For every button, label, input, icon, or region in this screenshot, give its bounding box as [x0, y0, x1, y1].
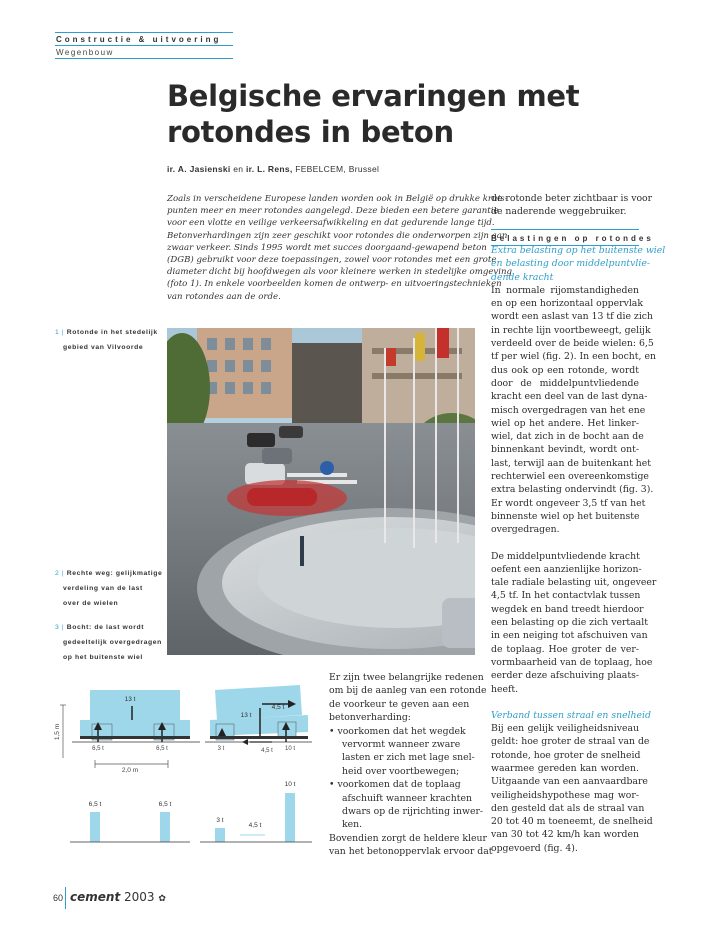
roundabout-photo-illustration — [167, 328, 475, 655]
caption-text: Rotonde in het stedelijk — [66, 329, 158, 336]
caption-text: Rechte weg: gelijkmatige — [66, 570, 163, 577]
height-label: 1,5 m — [54, 723, 61, 741]
body-line: 20 tot 40 m toeneemt, de snelheid — [491, 816, 653, 828]
body-line: vervormt wanneer zware — [342, 739, 461, 751]
body-line: in rechte lijn voortbeweegt, gelijk — [491, 324, 651, 336]
body-line: en op een horizontaal oppervlak — [491, 298, 643, 310]
caption-line — [55, 325, 165, 340]
body-line: eerder deze afschuiving plaats- — [491, 670, 639, 682]
body-line: verdeeld over de beide wielen: 6,5 — [491, 338, 654, 350]
caption-photo-1 — [55, 325, 165, 355]
caption-line: op het buitenste wiel — [63, 654, 143, 661]
author-connector: en — [230, 164, 246, 174]
body-line: de rotonde beter zichtbaar is voor — [491, 193, 653, 204]
caption-line: over de wielen — [63, 600, 119, 607]
body-line: oefent een aanzienlijke horizon- — [491, 563, 642, 575]
lead-line: (foto 1). In enkele voorbeelden komen de ontwerp- en uitvoeringstechnieken — [167, 279, 502, 290]
title-line: Belgische ervaringen met — [167, 79, 580, 113]
figure-2-straight-road — [54, 690, 200, 842]
body-line: een belasting op die zich vertaalt — [491, 617, 648, 629]
body-line: veiligheidshypothese mag wor- — [491, 789, 639, 801]
subheading-line: Verband tussen straal en snelheid — [491, 709, 651, 721]
lead-line: (DGB) gebruikt voor deze toepassingen, zowel voor rotondes met een grote — [167, 255, 497, 266]
body-line: betonverharding: — [329, 712, 411, 724]
fig3-lateral-force-label: 4,5 t — [271, 704, 285, 711]
lead-line: zwaar verkeer. Sinds 1995 wordt met succes doorgaand-gewapend beton — [167, 242, 487, 253]
author-1: ir. A. Jasienski — [167, 164, 231, 174]
lead-line: van rotondes aan de orde. — [167, 291, 281, 302]
wheel-load-figure — [50, 680, 320, 850]
lead-line: diameter dicht bij hoofdwegen als voor kleinere werken in stedelijke omgeving — [167, 267, 513, 278]
caption-number: 1 | — [55, 329, 67, 336]
caption-line: gedeeltelijk overgedragen — [63, 639, 162, 646]
body-line: van 30 tot 42 km/h kan worden — [491, 829, 639, 841]
fig2-wheel-left-label: 6,5 t — [92, 746, 104, 752]
header-rule-middle — [55, 45, 233, 46]
fig2-bar-right-label: 6,5 t — [158, 801, 172, 808]
body-line: Bovendien zorgt de heldere kleur — [329, 832, 487, 844]
section-heading-rule-top — [491, 229, 639, 230]
body-line: rechterwiel een overeenkomstige — [491, 471, 649, 483]
magazine-name — [70, 890, 166, 904]
lead-line: voor een vlotte en veilige verkeersafwikkeling en dat gedurende lange tijd. — [167, 218, 495, 229]
body-line: de naderende weggebruiker. — [491, 206, 627, 218]
caption-line: verdeling van de last — [63, 585, 143, 592]
header-rule-top — [55, 32, 233, 33]
body-line: van het betonoppervlak ervoor dat — [329, 846, 493, 858]
wheel-load-diagram — [50, 680, 320, 850]
paragraph-spacer — [491, 537, 639, 550]
caption-line — [55, 620, 165, 635]
fig3-wheel-mid-label: 4,5 t — [261, 748, 273, 754]
body-line: overgedragen. — [491, 524, 560, 536]
article-title — [167, 78, 587, 150]
bullet-item: • voorkomen dat de toplaag — [329, 779, 461, 791]
body-line: heid over voortbewegen; — [342, 765, 460, 777]
footer-rule — [65, 887, 66, 909]
fig2-bar-left-label: 6,5 t — [88, 801, 102, 808]
body-line: tf per wiel (fig. 2). In een bocht, en — [491, 351, 656, 363]
author-2: ir. L. Rens, — [245, 164, 293, 174]
body-line: Bij een gelijk veiligheidsniveau — [491, 723, 639, 735]
caption-line — [55, 566, 165, 581]
article-lead — [167, 193, 513, 303]
paragraph-spacer — [491, 696, 639, 709]
fig3-bar-right-label: 10 t — [284, 781, 296, 788]
body-line: ken. — [342, 819, 363, 831]
body-line: tale radiale belasting uit, ongeveer — [491, 577, 657, 589]
body-line: door de middelpuntvliedende — [491, 377, 639, 389]
fig3-bar-mid-label: 4,5 t — [248, 822, 262, 829]
body-line: In normale rijomstandigheden — [491, 284, 639, 296]
header-rule-bottom — [55, 58, 233, 59]
roundabout-photo — [167, 328, 475, 655]
magazine-logo-icon: ✿ — [158, 894, 166, 904]
magazine-year: 2003 — [124, 890, 155, 904]
body-line: den gesteld dat als de straal van — [491, 802, 645, 814]
fig3-wheel-left-label: 3 t — [217, 746, 225, 752]
page-number: 60 — [53, 893, 64, 903]
body-line: binnenste wiel op het buitenste — [491, 510, 640, 522]
column-3-top — [491, 192, 653, 219]
fig3-wheel-right-label: 10 t — [284, 746, 296, 752]
body-line: heeft. — [491, 683, 519, 695]
bullet-item: • voorkomen dat het wegdek — [329, 725, 466, 737]
caption-text: Bocht: de last wordt — [66, 624, 145, 631]
subheading-line: en belasting door middelpuntvlie- — [491, 258, 651, 270]
author-affiliation: FEBELCEM, Brussel — [292, 164, 380, 174]
body-line: wegdek en band treedt hierdoor — [491, 603, 644, 615]
subheading-line: dende kracht — [491, 271, 554, 283]
body-line: 4,5 tf. In het contactvlak tussen — [491, 590, 641, 602]
body-line: geldt: hoe groter de straal van de — [491, 736, 650, 748]
body-line: dwars op de rijrichting inwer- — [342, 806, 484, 818]
body-line: wiel, dat zich in de bocht aan de — [491, 431, 644, 443]
caption-number: 3 | — [55, 624, 67, 631]
lead-line: Zoals in verscheidene Europese landen worden ook in België op drukke kruis- — [167, 194, 508, 204]
body-line: lasten er zich met lage snel- — [342, 752, 475, 764]
body-line: dus ook op een rotonde, wordt — [491, 364, 639, 376]
fig2-width-label: 2,0 m — [121, 767, 139, 774]
subheading-line: Extra belasting op het buitenste wiel — [491, 245, 666, 256]
fig2-axle-load-label: 13 t — [124, 696, 136, 703]
body-line: extra belasting ondervindt (fig. 3). — [491, 484, 654, 496]
fig2-wheel-right-label: 6,5 t — [156, 746, 168, 752]
body-line: Er zijn twee belangrijke redenen — [329, 672, 484, 683]
subsection-label: Wegenbouw — [56, 48, 114, 57]
caption-line: gebied van Vilvoorde — [63, 344, 144, 351]
column-2-body — [329, 671, 493, 859]
section-label: Constructie & uitvoering — [56, 35, 222, 44]
body-line: rotonde, hoe groter de snelheid — [491, 749, 641, 761]
body-line: waarmee gereden kan worden. — [491, 762, 639, 774]
lead-line: punten meer en meer rotondes aangelegd. Deze bieden een betere garantie — [167, 206, 499, 217]
title-line: rotondes in beton — [167, 115, 454, 149]
caption-figure-2 — [55, 566, 165, 611]
body-line: vormbaarheid van de toplaag, hoe — [491, 656, 653, 668]
body-line: in een neiging tot afschuiven van — [491, 630, 648, 642]
fig3-bar-left-label: 3 t — [216, 817, 224, 824]
magazine-title: cement — [70, 890, 121, 904]
body-line: de toplaag. Hoe groter de ver- — [491, 643, 639, 655]
body-line: opgevoerd (fig. 4). — [491, 842, 578, 854]
section-heading: Belastingen op rotondes — [491, 234, 654, 243]
caption-figure-3 — [55, 620, 165, 665]
body-line: binnenkant bevindt, wordt ont- — [491, 444, 639, 456]
caption-number: 2 | — [55, 570, 67, 577]
body-line: De middelpuntvliedende kracht — [491, 550, 640, 562]
column-3-body — [491, 244, 666, 855]
body-line: last, terwijl aan de buitenkant het — [491, 457, 652, 469]
authors-line — [167, 164, 379, 174]
body-line: kracht een deel van de last dyna- — [491, 391, 648, 403]
body-line: Er wordt ongeveer 3,5 tf van het — [491, 497, 646, 509]
body-line: wordt een aslast van 13 tf die zich — [491, 311, 653, 323]
body-line: wiel op het andere. Het linker- — [491, 417, 639, 429]
body-line: afschuift wanneer krachten — [342, 792, 472, 804]
lead-line: Betonverhardingen zijn zeer geschikt voor rotondes die onderworpen zijn aan — [167, 230, 508, 241]
body-line: de voorkeur te geven aan een — [329, 698, 470, 710]
fig3-axle-load-label: 13 t — [240, 712, 252, 719]
body-line: om bij de aanleg van een rotonde — [329, 685, 487, 697]
figure-3-curve — [200, 685, 312, 842]
body-line: misch overgedragen van het ene — [491, 404, 646, 416]
body-line: Uitgaande van een aanvaardbare — [491, 776, 648, 788]
